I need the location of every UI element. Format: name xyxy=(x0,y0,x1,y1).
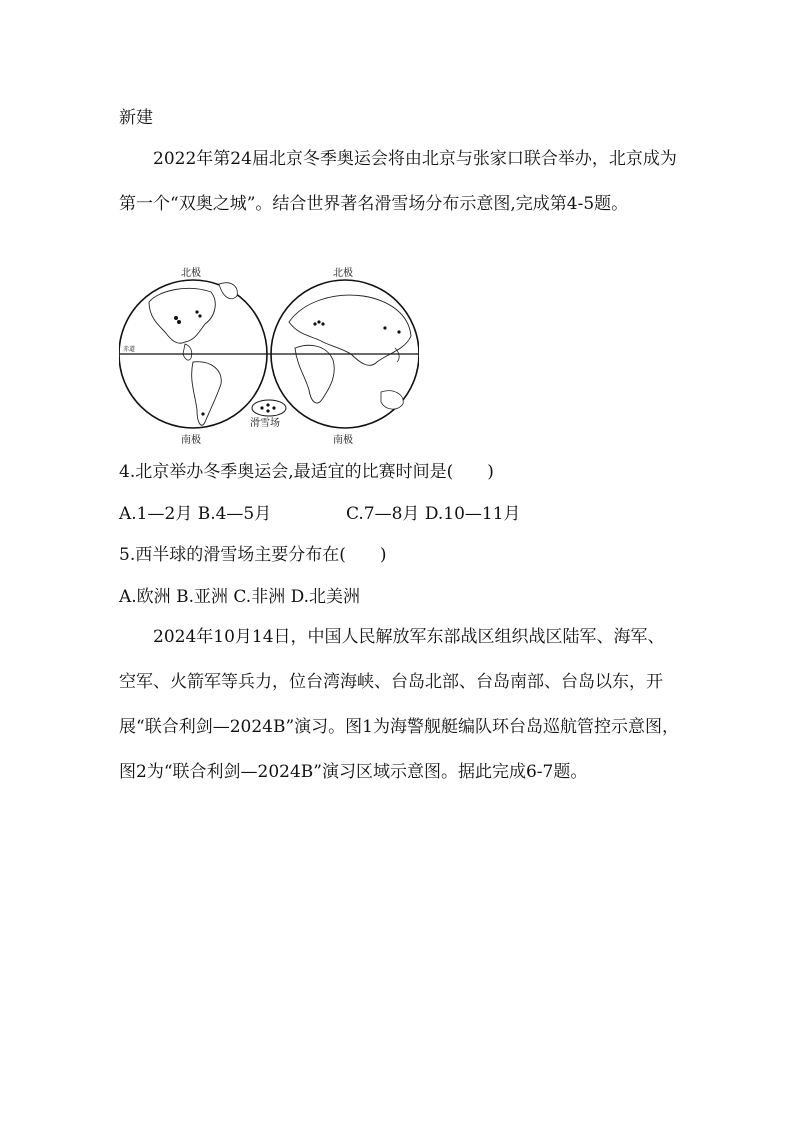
section-heading: 新建 xyxy=(119,108,153,128)
north-pole-label-left: 北极 xyxy=(181,268,201,279)
question-5-stem: 5.西半球的滑雪场主要分布在( ) xyxy=(119,545,387,565)
equator-label: 赤道 xyxy=(123,346,136,353)
question-4-stem: 4.北京举办冬季奥运会,最适宜的比赛时间是( ) xyxy=(119,462,494,482)
question-4-options-cd: C.7—8月 D.10—11月 xyxy=(346,504,521,524)
intro-paragraph: 2022年第24届北京冬季奥运会将由北京与张家口联合举办，北京成为第一个“双奥之城”。结合世界著名滑雪场分布示意图,完成第4-5题。 xyxy=(119,149,677,214)
south-pole-label-left: 南极 xyxy=(181,435,201,446)
ski-resort-world-map xyxy=(119,262,419,448)
ski-resort-legend-icon xyxy=(252,400,286,416)
second-paragraph: 2024年10月14日，中国人民解放军东部战区组织战区陆军、海军、空军、火箭军等兵力，位台湾海峡、台岛北部、台岛南部、台岛以东，开展“联合利剑—2024B”演习。图1为海警舰艇编队环台岛巡航管控示意图，图2为“联合利剑—2024B”演习区域示意图。据此完成6-7题。 xyxy=(119,627,679,782)
map-legend xyxy=(250,400,286,429)
question-5-options: A.欧洲 B.亚洲 C.非洲 D.北美洲 xyxy=(119,587,361,607)
legend-label: 滑雪场 xyxy=(250,418,280,429)
south-pole-label-right: 南极 xyxy=(333,435,353,446)
north-pole-label-right: 北极 xyxy=(333,268,353,279)
question-4-options-ab: A.1—2月 B.4—5月 xyxy=(119,504,272,524)
